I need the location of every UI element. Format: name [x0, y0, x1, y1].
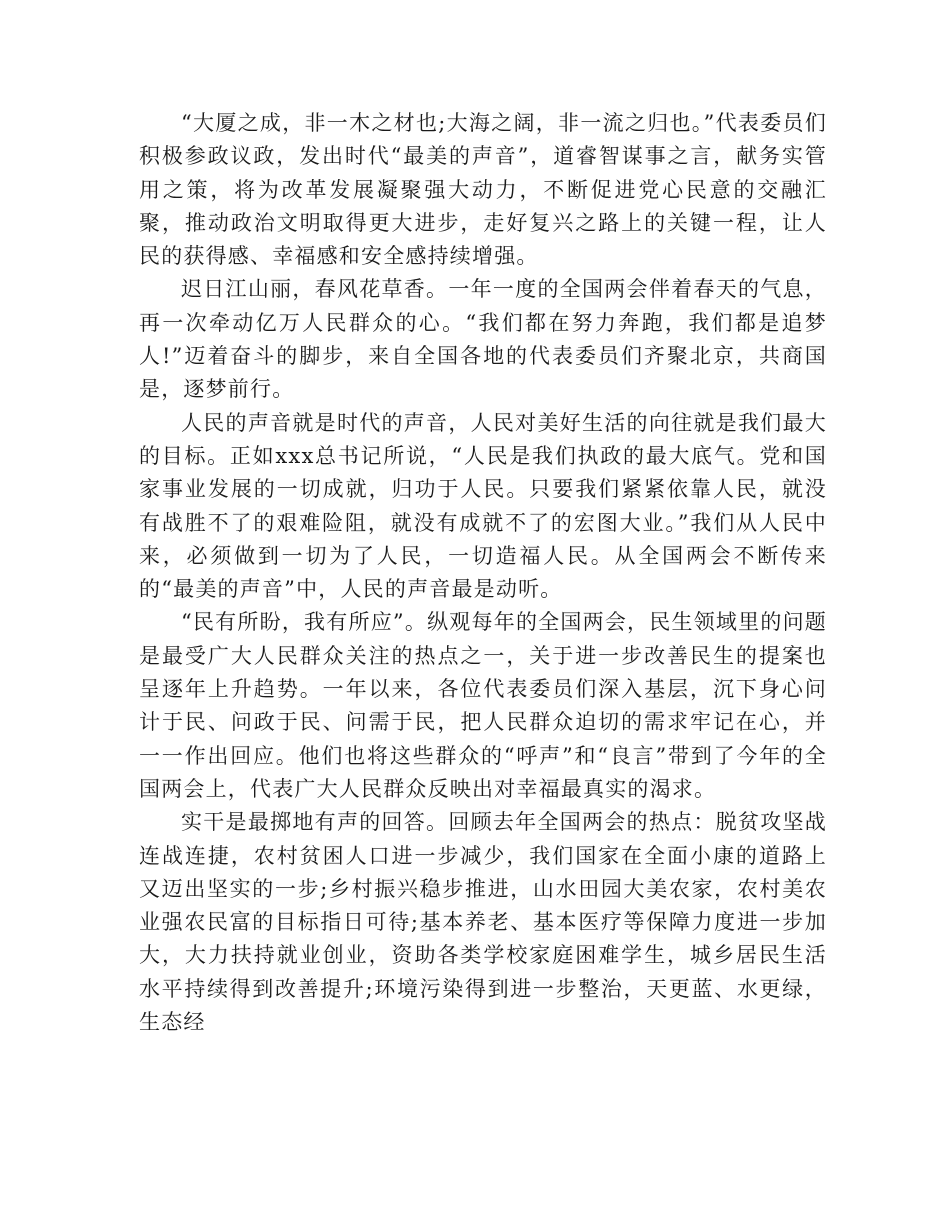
paragraph-4: “民有所盼，我有所应”。纵观每年的全国两会，民生领域里的问题是最受广大人民群众关注的热点之一，关于进一步改善民生的提案也呈逐年上升趋势。一年以来，各位代表委员们深入基层，沉下身心问计于民、问政于民、问需于民，把人民群众迫切的需求牢记在心，并一一作出回应。他们也将这些群众的“呼声”和“良言”带到了今年的全国两会上，代表广大人民群众反映出对幸福最真实的渴求。 — [139, 610, 827, 801]
paragraph-2: 迟日江山丽，春风花草香。一年一度的全国两会伴着春天的气息，再一次牵动亿万人民群众的心。“我们都在努力奔跑，我们都是追梦人!”迈着奋斗的脚步，来自全国各地的代表委员们齐聚北京，共商国是，逐梦前行。 — [139, 277, 827, 402]
paragraph-3: 人民的声音就是时代的声音，人民对美好生活的向往就是我们最大的目标。正如xxx总书记所说，“人民是我们执政的最大底气。党和国家事业发展的一切成就，归功于人民。只要我们紧紧依靠人民，就没有战胜不了的艰难险阻，就没有成就不了的宏图大业。”我们从人民中来，必须做到一切为了人民，一切造福人民。从全国两会不断传来的“最美的声音”中，人民的声音最是动听。 — [139, 410, 827, 602]
paragraph-5: 实干是最掷地有声的回答。回顾去年全国两会的热点：脱贫攻坚战连战连捷，农村贫困人口进一步减少，我们国家在全面小康的道路上又迈出坚实的一步;乡村振兴稳步推进，山水田园大美农家，农村美农业强农民富的目标指日可待;基本养老、基本医疗等保障力度进一步加大，大力扶持就业创业，资助各类学校家庭困难学生，城乡居民生活水平持续得到改善提升;环境污染得到进一步整治，天更蓝、水更绿，生态经 — [139, 810, 827, 1035]
body-text — [139, 107, 827, 1039]
paragraph-1: “大厦之成，非一木之材也;大海之阔，非一流之归也。”代表委员们积极参政议政，发出时代“最美的声音”，道睿智谋事之言，献务实管用之策，将为改革发展凝聚强大动力，不断促进党心民意的交融汇聚，推动政治文明取得更大进步，走好复兴之路上的关键一程，让人民的获得感、幸福感和安全感持续增强。 — [139, 111, 827, 269]
